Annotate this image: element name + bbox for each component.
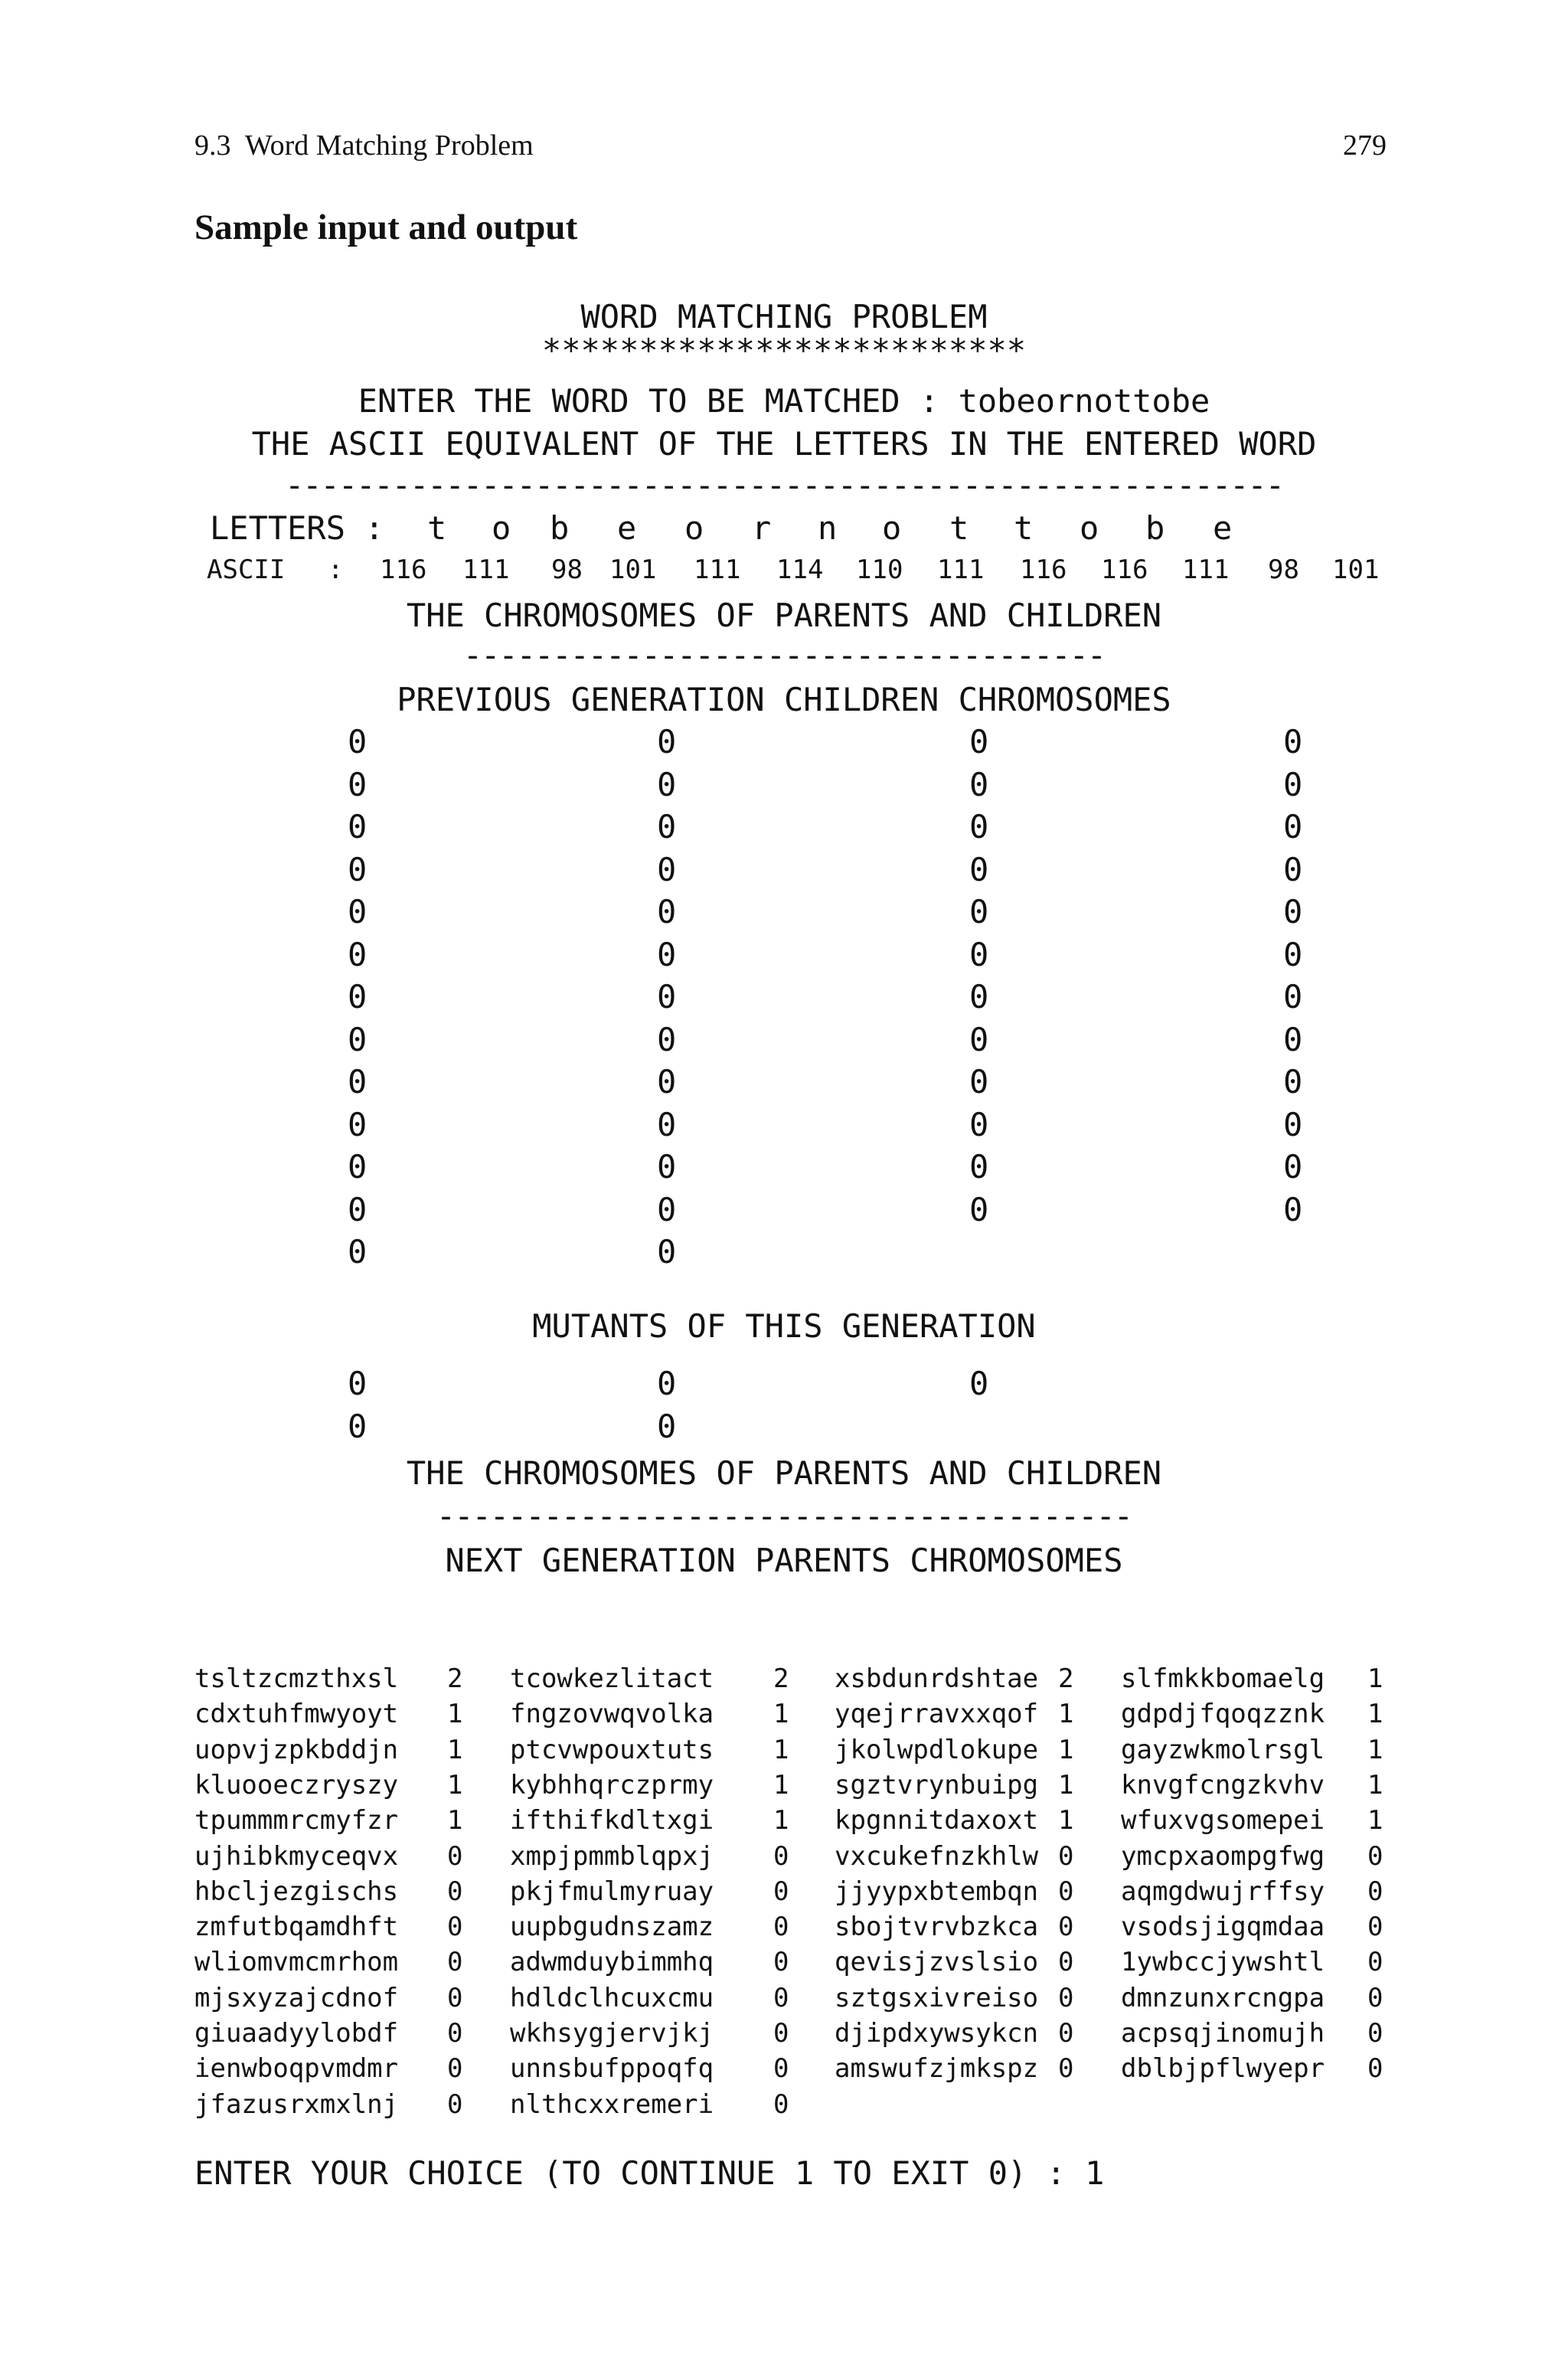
chromosome-word: ptcvwpouxtuts — [510, 1734, 714, 1765]
chromosome-word: jfazusrxmxlnj — [194, 2088, 399, 2120]
chromosome-cell: 0 — [348, 1190, 368, 1228]
ascii-cell: 101 — [1332, 554, 1380, 585]
chromosome-word: knvgfcngzkvhv — [1121, 1769, 1325, 1801]
mutant-cell: 0 — [348, 1408, 368, 1445]
chromosome-score: 0 — [447, 2053, 463, 2085]
chromosome-cell: 0 — [969, 1020, 989, 1058]
mutant-cell: 0 — [969, 1365, 989, 1402]
input-prompt: ENTER THE WORD TO BE MATCHED : tobeornottobe — [358, 382, 1210, 420]
chromosome-cell: 0 — [1283, 1105, 1303, 1143]
chromosome-cell: 0 — [348, 893, 368, 931]
chromosome-cell: 0 — [969, 935, 989, 973]
chromosome-cell: 0 — [1283, 808, 1303, 845]
chromosome-cell: 0 — [969, 1190, 989, 1228]
chromosome-cell: 0 — [1283, 723, 1303, 760]
chromosome-word: kpgnnitdaxoxt — [835, 1805, 1039, 1837]
chromosome-word: dblbjpflwyepr — [1121, 2053, 1325, 2085]
chromosome-word: nlthcxxremeri — [510, 2088, 714, 2120]
chromosome-score: 1 — [773, 1769, 789, 1801]
letter-cell: o — [684, 509, 704, 547]
chromosome-word: xsbdunrdshtae — [835, 1663, 1039, 1694]
chromosomes-rule: ------------------------------------ — [462, 636, 1106, 674]
chromosome-word: jkolwpdlokupe — [835, 1734, 1039, 1765]
chromosome-cell: 0 — [348, 850, 368, 888]
chromosome-cell: 0 — [1283, 893, 1303, 931]
chromosome-cell: 0 — [657, 1148, 677, 1186]
ascii-cell: 98 — [1268, 554, 1299, 585]
chromosome-word: zmfutbqamdhft — [194, 1912, 399, 1943]
chromosome-score: 1 — [1058, 1805, 1074, 1837]
chromosome-score: 1 — [1367, 1699, 1383, 1730]
chromosome-cell: 0 — [1283, 1148, 1303, 1186]
chromosome-score: 0 — [447, 2088, 463, 2120]
chromosome-cell: 0 — [348, 1148, 368, 1186]
ascii-cell: 110 — [856, 554, 903, 585]
next-generation-heading: NEXT GENERATION PARENTS CHROMOSOMES — [445, 1542, 1123, 1579]
chromosome-word: vxcukefnzkhlw — [835, 1840, 1039, 1872]
chromosome-score: 0 — [773, 2053, 789, 2085]
chromosome-cell: 0 — [969, 765, 989, 803]
chromosome-cell: 0 — [348, 765, 368, 803]
chromosome-word: ymcpxaompgfwg — [1121, 1840, 1325, 1872]
chromosomes-heading: THE CHROMOSOMES OF PARENTS AND CHILDREN — [406, 597, 1162, 634]
letter-cell: t — [427, 509, 447, 547]
chromosome-cell: 0 — [969, 1148, 989, 1186]
chromosome-cell: 0 — [969, 723, 989, 760]
chromosome-word: jjyypxbtembqn — [835, 1876, 1039, 1907]
chromosome-score: 1 — [1058, 1734, 1074, 1765]
ascii-cell: 114 — [776, 554, 824, 585]
chromosome-word: xmpjpmmblqpxj — [510, 1840, 714, 1872]
chromosome-word: uupbgudnszamz — [510, 1912, 714, 1943]
chromosome-score: 0 — [773, 1912, 789, 1943]
chromosome-score: 0 — [1058, 2018, 1074, 2049]
chromosome-score: 0 — [1367, 1982, 1383, 2013]
chromosome-score: 1 — [1367, 1663, 1383, 1694]
chromosome-word: 1ywbccjywshtl — [1121, 1947, 1325, 1978]
chromosome-word: sgztvrynbuipg — [835, 1769, 1039, 1801]
chromosome-score: 2 — [1058, 1663, 1074, 1694]
chromosome-word: dmnzunxrcngpa — [1121, 1982, 1325, 2013]
chromosome-score: 0 — [1367, 2018, 1383, 2049]
letter-cell: t — [949, 509, 969, 547]
chromosome-word: gayzwkmolrsgl — [1121, 1734, 1325, 1765]
ascii-cell: 111 — [694, 554, 741, 585]
chromosome-score: 0 — [447, 1876, 463, 1907]
chromosome-cell: 0 — [348, 1233, 368, 1271]
chromosome-score: 0 — [1058, 1876, 1074, 1907]
chromosome-word: yqejrravxxqof — [835, 1699, 1039, 1730]
chromosome-cell: 0 — [1283, 1020, 1303, 1058]
chromosome-score: 0 — [1367, 2053, 1383, 2085]
chromosome-cell: 0 — [657, 1063, 677, 1101]
chromosome-word: wliomvmcmrhom — [194, 1947, 399, 1978]
chromosome-score: 0 — [1058, 1912, 1074, 1943]
chromosome-cell: 0 — [1283, 1190, 1303, 1228]
chromosome-word: amswufzjmkspz — [835, 2053, 1039, 2085]
chromosome-cell: 0 — [657, 808, 677, 845]
chromosomes-heading-2: THE CHROMOSOMES OF PARENTS AND CHILDREN — [406, 1454, 1162, 1492]
section-title: Sample input and output — [194, 208, 578, 247]
chromosome-cell: 0 — [969, 1063, 989, 1101]
chromosome-cell: 0 — [969, 978, 989, 1016]
ascii-cell: 116 — [380, 554, 427, 585]
letter-cell: b — [1145, 509, 1165, 547]
letter-cell: o — [492, 509, 511, 547]
letter-cell: b — [550, 509, 570, 547]
mutants-heading: MUTANTS OF THIS GENERATION — [532, 1307, 1036, 1345]
letter-cell: e — [617, 509, 637, 547]
letter-cell: e — [1213, 509, 1233, 547]
program-title: WORD MATCHING PROBLEM — [580, 298, 988, 335]
mutant-cell: 0 — [657, 1365, 677, 1402]
chromosome-score: 0 — [1058, 1982, 1074, 2013]
chromosome-cell: 0 — [348, 1063, 368, 1101]
chromosome-score: 0 — [1367, 1947, 1383, 1978]
chromosome-score: 0 — [1367, 1912, 1383, 1943]
chromosome-cell: 0 — [1283, 1063, 1303, 1101]
chromosome-word: sztgsxivreiso — [835, 1982, 1039, 2013]
ascii-cell: 111 — [937, 554, 985, 585]
chromosome-cell: 0 — [348, 978, 368, 1016]
chromosome-word: gdpdjfqoqzznk — [1121, 1699, 1325, 1730]
ascii-cell: 98 — [551, 554, 583, 585]
ascii-cell: 111 — [1182, 554, 1230, 585]
chromosome-word: kluooeczryszy — [194, 1769, 399, 1801]
chromosome-word: hdldclhcuxcmu — [510, 1982, 714, 2013]
chromosome-score: 0 — [447, 2018, 463, 2049]
ascii-rule: -------------------------------------------------------- — [284, 466, 1284, 504]
chromosome-word: giuaadyylobdf — [194, 2018, 399, 2049]
chromosome-score: 1 — [447, 1805, 463, 1837]
chromosome-score: 0 — [1058, 1840, 1074, 1872]
chromosome-word: slfmkkbomaelg — [1121, 1663, 1325, 1694]
mutant-cell: 0 — [657, 1408, 677, 1445]
letter-cell: t — [1014, 509, 1034, 547]
letter-cell: o — [882, 509, 902, 547]
chromosome-cell: 0 — [348, 723, 368, 760]
chromosome-score: 0 — [447, 1947, 463, 1978]
chromosome-score: 0 — [447, 1912, 463, 1943]
chromosome-word: fngzovwqvolka — [510, 1699, 714, 1730]
chromosome-word: ifthifkdltxgi — [510, 1805, 714, 1837]
chromosome-score: 0 — [773, 1840, 789, 1872]
chromosome-cell: 0 — [969, 808, 989, 845]
chromosome-word: cdxtuhfmwyoyt — [194, 1699, 399, 1730]
chromosome-score: 1 — [1367, 1734, 1383, 1765]
chromosome-word: wkhsygjervjkj — [510, 2018, 714, 2049]
chromosome-score: 0 — [1058, 1947, 1074, 1978]
chromosome-word: ienwboqpvmdmr — [194, 2053, 399, 2085]
chromosome-word: pkjfmulmyruay — [510, 1876, 714, 1907]
chromosomes-rule-2: --------------------------------------- — [436, 1497, 1132, 1535]
letter-cell: o — [1080, 509, 1099, 547]
chromosome-score: 1 — [447, 1734, 463, 1765]
chromosome-word: tcowkezlitact — [510, 1663, 714, 1694]
chromosome-cell: 0 — [1283, 978, 1303, 1016]
title-stars: ************************* — [541, 332, 1027, 369]
chromosome-word: acpsqjinomujh — [1121, 2018, 1325, 2049]
previous-generation-heading: PREVIOUS GENERATION CHILDREN CHROMOSOMES — [397, 681, 1171, 718]
chromosome-score: 1 — [773, 1734, 789, 1765]
chromosome-score: 0 — [1058, 2053, 1074, 2085]
chromosome-cell: 0 — [657, 723, 677, 760]
chromosome-word: kybhhqrczprmy — [510, 1769, 714, 1801]
chromosome-score: 1 — [1058, 1769, 1074, 1801]
ascii-cell: 116 — [1101, 554, 1148, 585]
chromosome-word: wfuxvgsomepei — [1121, 1805, 1325, 1837]
chromosome-word: tsltzcmzthxsl — [194, 1663, 399, 1694]
chromosome-score: 0 — [773, 1982, 789, 2013]
ascii-cell: 101 — [609, 554, 657, 585]
ascii-colon: : — [328, 554, 344, 585]
chromosome-word: hbcljezgischs — [194, 1876, 399, 1907]
chromosome-word: mjsxyzajcdnof — [194, 1982, 399, 2013]
chromosome-score: 2 — [447, 1663, 463, 1694]
chromosome-cell: 0 — [657, 1105, 677, 1143]
chromosome-cell: 0 — [969, 893, 989, 931]
chromosome-score: 2 — [773, 1663, 789, 1694]
chromosome-word: unnsbufppoqfq — [510, 2053, 714, 2085]
chromosome-cell: 0 — [969, 850, 989, 888]
chromosome-score: 1 — [1367, 1805, 1383, 1837]
chromosome-word: adwmduybimmhq — [510, 1947, 714, 1978]
chromosome-cell: 0 — [657, 893, 677, 931]
chromosome-cell: 0 — [657, 765, 677, 803]
ascii-cell: 116 — [1020, 554, 1067, 585]
chromosome-cell: 0 — [1283, 935, 1303, 973]
chromosome-cell: 0 — [657, 978, 677, 1016]
chromosome-score: 1 — [1367, 1769, 1383, 1801]
chromosome-cell: 0 — [348, 808, 368, 845]
chromosome-score: 1 — [773, 1805, 789, 1837]
mutant-cell: 0 — [348, 1365, 368, 1402]
chromosome-cell: 0 — [348, 1105, 368, 1143]
chromosome-word: sbojtvrvbzkca — [835, 1912, 1039, 1943]
chromosome-cell: 0 — [657, 1020, 677, 1058]
chromosome-cell: 0 — [1283, 850, 1303, 888]
chromosome-cell: 0 — [348, 1020, 368, 1058]
ascii-cell: 111 — [462, 554, 510, 585]
chromosome-cell: 0 — [657, 850, 677, 888]
chromosome-word: tpummmrcmyfzr — [194, 1805, 399, 1837]
chromosome-cell: 0 — [348, 935, 368, 973]
chromosome-score: 1 — [447, 1699, 463, 1730]
chromosome-cell: 0 — [657, 1233, 677, 1271]
chromosome-score: 0 — [773, 1876, 789, 1907]
chromosome-score: 0 — [447, 1982, 463, 2013]
chromosome-score: 0 — [773, 1947, 789, 1978]
chromosome-cell: 0 — [969, 1105, 989, 1143]
chromosome-score: 0 — [447, 1840, 463, 1872]
chromosome-word: vsodsjigqmdaa — [1121, 1912, 1325, 1943]
chromosome-cell: 0 — [657, 935, 677, 973]
page-number: 279 — [1343, 129, 1387, 162]
chromosome-score: 0 — [1367, 1876, 1383, 1907]
chromosome-score: 1 — [773, 1699, 789, 1730]
chromosome-score: 0 — [773, 2088, 789, 2120]
running-header-section: 9.3 Word Matching Problem — [194, 129, 534, 162]
ascii-label: ASCII — [207, 554, 286, 585]
chromosome-cell: 0 — [1283, 765, 1303, 803]
chromosome-score: 0 — [1367, 1840, 1383, 1872]
chromosome-word: qevisjzvslsio — [835, 1947, 1039, 1978]
letter-cell: r — [752, 509, 772, 547]
chromosome-word: aqmgdwujrffsy — [1121, 1876, 1325, 1907]
choice-prompt: ENTER YOUR CHOICE (TO CONTINUE 1 TO EXIT 0) : 1 — [194, 2154, 1105, 2192]
chromosome-score: 0 — [773, 2018, 789, 2049]
chromosome-cell: 0 — [657, 1190, 677, 1228]
chromosome-word: djipdxywsykcn — [835, 2018, 1039, 2049]
letter-cell: n — [818, 509, 838, 547]
chromosome-word: ujhibkmyceqvx — [194, 1840, 399, 1872]
chromosome-score: 1 — [447, 1769, 463, 1801]
ascii-heading: THE ASCII EQUIVALENT OF THE LETTERS IN THE ENTERED WORD — [251, 425, 1317, 463]
chromosome-word: uopvjzpkbddjn — [194, 1734, 399, 1765]
letters-label: LETTERS : — [210, 509, 384, 547]
chromosome-score: 1 — [1058, 1699, 1074, 1730]
